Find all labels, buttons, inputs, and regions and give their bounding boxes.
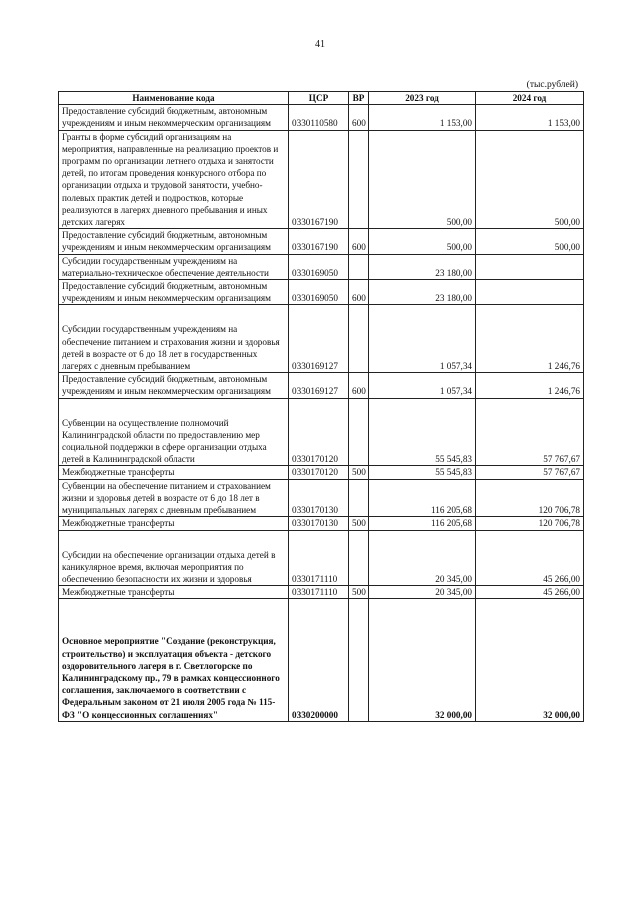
cell-csr <box>289 517 349 530</box>
cell-2024-text: 1 246,76 <box>547 361 580 372</box>
cell-vr <box>349 466 369 479</box>
cell-2023-text: 20 345,00 <box>435 587 472 598</box>
table-row <box>59 254 584 279</box>
cell-name-text: Предоставление субсидий бюджетным, автономным учреждениям и иным некоммерческим организациям <box>62 281 271 304</box>
cell-2024-text: 32 000,00 <box>543 709 580 720</box>
cell-2024-text: 57 767,67 <box>543 454 580 465</box>
cell-2023-text: 23 180,00 <box>435 267 472 278</box>
cell-2024 <box>476 517 584 530</box>
cell-2023-text: 116 205,68 <box>430 518 472 529</box>
cell-2024-text: 1 153,00 <box>547 118 580 129</box>
cell-2023 <box>369 466 476 479</box>
cell-name-text: Субсидии государственным учреждениям на материально-техническое обеспечение деятельности <box>62 255 269 278</box>
cell-name-text: Субвенции на осуществление полномочий Калининградской области по предоставлению мер социальной поддержки в сфере организации отдыха детей в Калининградской области <box>62 417 267 465</box>
cell-name-text: Субсидии государственным учреждениям на обеспечение питанием и страхования жизни и здоровья детей в возрасте от 6 до 18 лет в государственных лагерях с дневным пребыванием <box>62 324 280 372</box>
table-row <box>59 517 584 530</box>
cell-csr-text: 0330110580 <box>292 118 338 129</box>
cell-vr-text: 600 <box>352 242 366 253</box>
cell-csr-text: 0330167190 <box>292 217 338 228</box>
cell-name <box>59 280 289 305</box>
cell-name <box>59 479 289 517</box>
cell-name-text: Межбюджетные трансферты <box>62 587 175 598</box>
cell-name <box>59 398 289 466</box>
cell-name <box>59 229 289 254</box>
cell-2023-text: 1 153,00 <box>439 118 472 129</box>
cell-csr-text: 0330169050 <box>292 267 338 278</box>
cell-vr <box>349 305 369 373</box>
cell-csr <box>289 530 349 586</box>
cell-vr <box>349 599 369 721</box>
cell-2024 <box>476 466 584 479</box>
cell-csr-text: 0330171110 <box>292 587 338 598</box>
header-2023: 2023 год <box>369 92 476 105</box>
cell-2023 <box>369 254 476 279</box>
cell-csr <box>289 229 349 254</box>
cell-2024-text: 500,00 <box>554 242 580 253</box>
table-row <box>59 105 584 130</box>
cell-2024 <box>476 254 584 279</box>
unit-note: (тыс.рублей) <box>526 80 578 90</box>
cell-vr <box>349 479 369 517</box>
cell-csr <box>289 466 349 479</box>
page-number: 41 <box>315 39 325 50</box>
cell-csr <box>289 280 349 305</box>
cell-name-text: Межбюджетные трансферты <box>62 518 175 529</box>
cell-2023 <box>369 280 476 305</box>
cell-vr <box>349 254 369 279</box>
row-spacer <box>62 305 285 323</box>
cell-2024-text: 1 246,76 <box>547 386 580 397</box>
cell-2023-text: 32 000,00 <box>435 709 472 720</box>
cell-vr-text: 500 <box>352 587 366 598</box>
cell-2024 <box>476 479 584 517</box>
cell-csr-text: 0330170130 <box>292 505 338 516</box>
cell-csr-text: 0330167190 <box>292 242 338 253</box>
cell-name <box>59 373 289 398</box>
table-row <box>59 280 584 305</box>
table-row <box>59 130 584 229</box>
cell-vr <box>349 586 369 599</box>
cell-name-text: Предоставление субсидий бюджетным, автономным учреждениям и иным некоммерческим организациям <box>62 374 271 397</box>
cell-2024 <box>476 373 584 398</box>
cell-csr <box>289 373 349 398</box>
cell-name-text: Предоставление субсидий бюджетным, автономным учреждениям и иным некоммерческим организациям <box>62 106 271 129</box>
table-row <box>59 479 584 517</box>
cell-csr <box>289 586 349 599</box>
budget-table <box>58 91 584 722</box>
cell-name-text: Основное мероприятие "Создание (реконструкция, строительство) и эксплуатация объекта - детского оздоровительного лагеря в г. Светлогорске по Калининградскому пр., 79 в рамках концессионного соглашения, заключаемого в соответствии с Федеральным законом от 21 июля 2005 года № 115-ФЗ "О концессионных соглашениях" <box>62 636 280 720</box>
cell-name <box>59 586 289 599</box>
cell-vr-text: 600 <box>352 293 366 304</box>
cell-csr <box>289 479 349 517</box>
cell-csr <box>289 105 349 130</box>
cell-vr-text: 600 <box>352 386 366 397</box>
cell-name-text: Субвенции на обеспечение питанием и страхованием жизни и здоровья детей в возрасте от 6 до 18 лет в муниципальных лагерях с дневным пребыванием <box>62 480 271 516</box>
table-header-row <box>59 92 584 105</box>
cell-vr <box>349 280 369 305</box>
cell-2024 <box>476 599 584 721</box>
cell-2024 <box>476 530 584 586</box>
cell-vr <box>349 373 369 398</box>
cell-vr <box>349 105 369 130</box>
cell-vr <box>349 517 369 530</box>
cell-2023 <box>369 130 476 229</box>
table-row <box>59 229 584 254</box>
cell-2024 <box>476 130 584 229</box>
table-row <box>59 466 584 479</box>
row-spacer <box>62 599 285 617</box>
cell-2024-text: 120 706,78 <box>538 518 580 529</box>
cell-vr <box>349 398 369 466</box>
cell-name <box>59 305 289 373</box>
header-name: Наименование кода <box>59 92 289 105</box>
cell-2023-text: 55 545,83 <box>435 467 472 478</box>
cell-2023 <box>369 373 476 398</box>
table-row <box>59 373 584 398</box>
cell-2023-text: 1 057,34 <box>439 386 472 397</box>
cell-2024-text: 500,00 <box>554 217 580 228</box>
cell-csr-text: 0330169127 <box>292 386 338 397</box>
cell-2023 <box>369 530 476 586</box>
cell-vr <box>349 229 369 254</box>
table-row <box>59 599 584 721</box>
cell-2023-text: 500,00 <box>446 217 472 228</box>
cell-csr-text: 0330169127 <box>292 361 338 372</box>
row-spacer <box>62 399 285 417</box>
cell-2023 <box>369 105 476 130</box>
cell-csr <box>289 398 349 466</box>
row-spacer <box>62 617 285 635</box>
table-row <box>59 398 584 466</box>
cell-2023-text: 55 545,83 <box>435 454 472 465</box>
cell-name-text: Субсидии на обеспечение организации отдыха детей в каникулярное время, включая мероприятия по обеспечению безопасности их жизни и здоровья <box>62 549 276 584</box>
cell-csr-text: 0330200000 <box>292 709 338 720</box>
cell-csr-text: 0330170120 <box>292 467 338 478</box>
cell-2023 <box>369 479 476 517</box>
cell-csr-text: 0330170120 <box>292 454 338 465</box>
cell-csr-text: 0330171110 <box>292 573 338 584</box>
cell-2023-text: 20 345,00 <box>435 573 472 584</box>
cell-vr-text: 500 <box>352 467 366 478</box>
cell-2023 <box>369 599 476 721</box>
cell-csr <box>289 599 349 721</box>
cell-2023-text: 23 180,00 <box>435 293 472 304</box>
cell-2023-text: 500,00 <box>446 242 472 253</box>
cell-2024 <box>476 305 584 373</box>
cell-2024 <box>476 229 584 254</box>
cell-2023 <box>369 229 476 254</box>
cell-name <box>59 130 289 229</box>
cell-name-text: Предоставление субсидий бюджетным, автономным учреждениям и иным некоммерческим организациям <box>62 230 271 253</box>
cell-2024 <box>476 398 584 466</box>
cell-name <box>59 599 289 721</box>
cell-name-text: Межбюджетные трансферты <box>62 467 175 478</box>
cell-csr <box>289 305 349 373</box>
cell-2024-text: 57 767,67 <box>543 467 580 478</box>
cell-vr-text: 600 <box>352 118 366 129</box>
cell-name <box>59 530 289 586</box>
table-row <box>59 530 584 586</box>
cell-csr-text: 0330169050 <box>292 293 338 304</box>
cell-2024 <box>476 586 584 599</box>
cell-2023-text: 1 057,34 <box>439 361 472 372</box>
table-row <box>59 305 584 373</box>
cell-2024 <box>476 105 584 130</box>
header-vr: ВР <box>349 92 369 105</box>
cell-2023 <box>369 517 476 530</box>
cell-2023-text: 116 205,68 <box>430 505 472 516</box>
cell-2024-text: 45 266,00 <box>543 573 580 584</box>
cell-name <box>59 254 289 279</box>
cell-2023 <box>369 398 476 466</box>
cell-2023 <box>369 305 476 373</box>
cell-vr <box>349 130 369 229</box>
cell-2024 <box>476 280 584 305</box>
cell-vr <box>349 530 369 586</box>
cell-name-text: Гранты в форме субсидий организациям на мероприятия, направленные на реализацию проектов и программ по организации летнего отдыха и занятости детей, по итогам проведения конкурсного отбора по организации отдыха и трудовой занятости, учебно-полевых практик детей и подростков, которые реализуются в лагерях дневного пребывания и иных детских лагерях <box>62 131 279 228</box>
cell-csr <box>289 130 349 229</box>
cell-csr-text: 0330170130 <box>292 518 338 529</box>
table-row <box>59 586 584 599</box>
cell-vr-text: 500 <box>352 518 366 529</box>
cell-2024-text: 45 266,00 <box>543 587 580 598</box>
cell-2024-text: 120 706,78 <box>538 505 580 516</box>
cell-name <box>59 466 289 479</box>
row-spacer <box>62 531 285 549</box>
cell-name <box>59 105 289 130</box>
header-2024: 2024 год <box>476 92 584 105</box>
cell-2023 <box>369 586 476 599</box>
table-body <box>59 105 584 722</box>
cell-csr <box>289 254 349 279</box>
cell-name <box>59 517 289 530</box>
header-csr: ЦСР <box>289 92 349 105</box>
